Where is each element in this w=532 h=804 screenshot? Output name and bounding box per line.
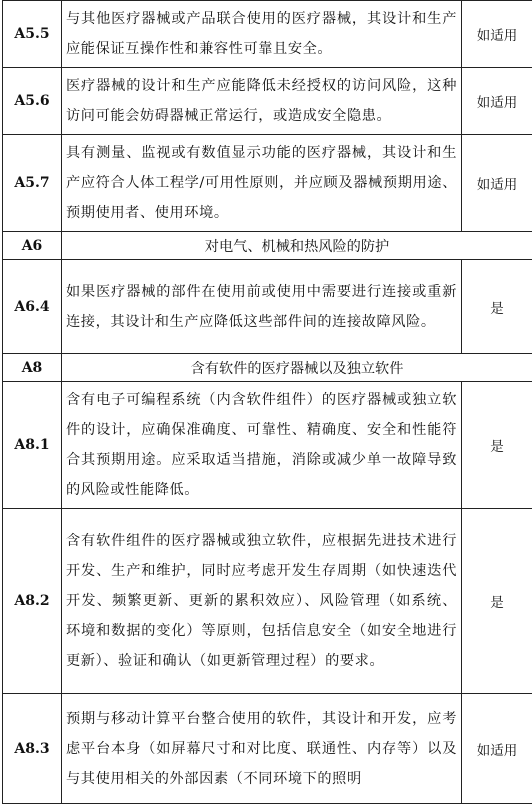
section-id: A6 [3, 232, 62, 260]
section-title: 对电气、机械和热风险的防护 [62, 232, 532, 260]
requirement-text: 含有电子可编程系统（内含软件组件）的医疗器械或独立软件的设计，应确保准确度、可靠性、精确度、安全和性能符合其预期用途。应采取适当措施，消除或减少单一故障导致的风险或性能降低。 [62, 382, 461, 508]
table-row [3, 135, 532, 232]
requirement-text: 具有测量、监视或有数值显示功能的医疗器械，其设计和生产应符合人体工程学/可用性原则，并应顾及器械预期用途、预期使用者、使用环境。 [62, 135, 461, 231]
table-row [3, 509, 532, 694]
clause-id: A8.3 [3, 694, 62, 804]
clause-id: A8.2 [3, 509, 62, 694]
requirement-text: 如果医疗器械的部件在使用前或使用中需要进行连接或重新连接，其设计和生产应降低这些部件间的连接故障风险。 [62, 274, 461, 340]
clause-id: A8.1 [3, 382, 62, 509]
clause-id: A5.5 [3, 1, 62, 68]
section-row [3, 354, 532, 382]
applicability: 如适用 [462, 135, 532, 232]
table-row [3, 1, 532, 68]
table-row [3, 694, 532, 804]
requirements-table [2, 0, 532, 804]
section-row [3, 232, 532, 260]
table-row [3, 382, 532, 509]
section-title: 含有软件的医疗器械以及独立软件 [62, 354, 532, 382]
requirement-text: 预期与移动计算平台整合使用的软件，其设计和开发，应考虑平台本身（如屏幕尺寸和对比度、联通性、内存等）以及与其使用相关的外部因素（不同环境下的照明 [62, 701, 461, 797]
clause-id: A5.6 [3, 68, 62, 135]
clause-id: A6.4 [3, 260, 62, 354]
applicability: 是 [462, 382, 532, 509]
requirement-text: 医疗器械的设计和生产应能降低未经授权的访问风险，这种访问可能会妨碍器械正常运行，或造成安全隐患。 [62, 68, 461, 134]
requirement-text: 含有软件组件的医疗器械或独立软件，应根据先进技术进行开发、生产和维护，同时应考虑开发生存周期（如快速迭代开发、频繁更新、更新的累积效应）、风险管理（如系统、环境和数据的变化）等原则，包括信息安全（如安全地进行更新）、验证和确认（如更新管理过程）的要求。 [62, 523, 461, 679]
applicability: 是 [462, 260, 532, 354]
section-id: A8 [3, 354, 62, 382]
applicability: 是 [462, 509, 532, 694]
table-row [3, 260, 532, 354]
table-row [3, 68, 532, 135]
applicability: 如适用 [462, 1, 532, 68]
requirement-text: 与其他医疗器械或产品联合使用的医疗器械，其设计和生产应能保证互操作性和兼容性可靠且安全。 [62, 1, 461, 67]
clause-id: A5.7 [3, 135, 62, 232]
applicability: 如适用 [462, 694, 532, 804]
applicability: 如适用 [462, 68, 532, 135]
